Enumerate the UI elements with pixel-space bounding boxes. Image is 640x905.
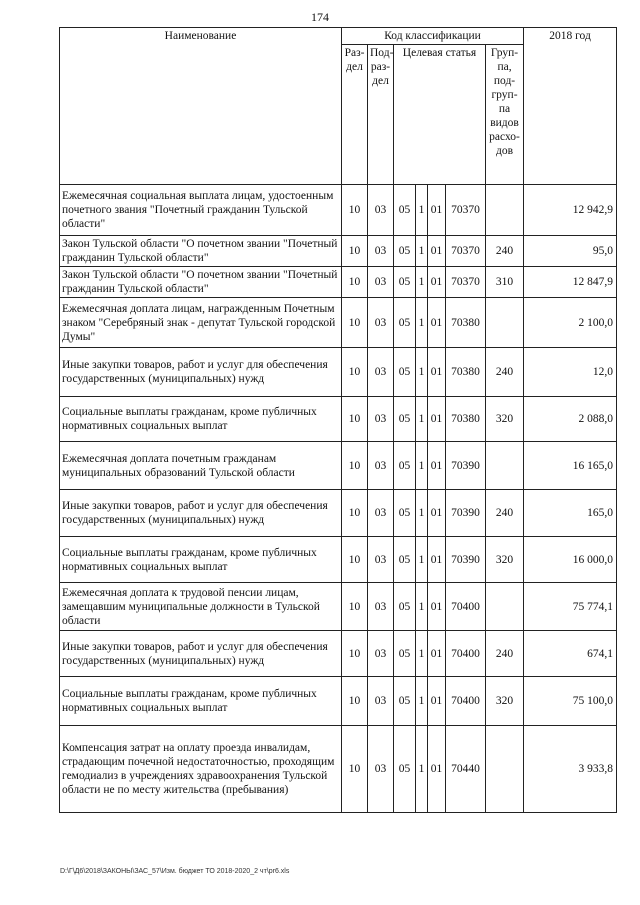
row-target-part1: 05	[394, 631, 416, 677]
row-amount: 75 100,0	[524, 677, 617, 726]
row-name: Компенсация затрат на оплату проезда инвалидам, страдающим почечной недостаточностью, проходящим гемодиализ в учреждениях здравоохранения Тульской области не по месту жительства (пребывания)	[60, 726, 342, 813]
row-target-code: 70400	[446, 677, 486, 726]
row-name: Социальные выплаты гражданам, кроме публичных нормативных социальных выплат	[60, 677, 342, 726]
budget-table	[59, 27, 617, 813]
row-amount: 95,0	[524, 236, 617, 267]
row-razdel: 10	[342, 348, 368, 397]
row-target-part2: 1	[416, 397, 428, 442]
row-expense-type: 240	[486, 490, 524, 537]
row-name: Закон Тульской области "О почетном звании "Почетный гражданин Тульской области"	[60, 236, 342, 267]
table-row	[60, 677, 617, 726]
row-name: Иные закупки товаров, работ и услуг для обеспечения государственных (муниципальных) нужд	[60, 631, 342, 677]
row-name: Социальные выплаты гражданам, кроме публичных нормативных социальных выплат	[60, 537, 342, 583]
header-target-article: Целевая статья	[394, 45, 486, 185]
row-name: Ежемесячная доплата к трудовой пенсии лицам, замещавшим муниципальные должности в Тульской области	[60, 583, 342, 631]
row-target-part1: 05	[394, 677, 416, 726]
row-target-part2: 1	[416, 185, 428, 236]
row-podrazdel: 03	[368, 298, 394, 348]
row-amount: 12,0	[524, 348, 617, 397]
row-expense-type	[486, 442, 524, 490]
row-target-part3: 01	[428, 631, 446, 677]
file-path-footer: D:\Г\Д6\2018\ЗАКОНЫ\ЗАС_57\Изм. бюджет ТО 2018-2020_2 чт\pr6.xls	[60, 868, 290, 875]
row-target-part2: 1	[416, 726, 428, 813]
row-amount: 16 000,0	[524, 537, 617, 583]
row-amount: 75 774,1	[524, 583, 617, 631]
row-razdel: 10	[342, 298, 368, 348]
row-target-part3: 01	[428, 490, 446, 537]
row-amount: 12 942,9	[524, 185, 617, 236]
row-amount: 165,0	[524, 490, 617, 537]
row-expense-type: 320	[486, 677, 524, 726]
row-razdel: 10	[342, 442, 368, 490]
row-target-part3: 01	[428, 397, 446, 442]
row-target-part1: 05	[394, 397, 416, 442]
row-target-part3: 01	[428, 185, 446, 236]
table-row	[60, 537, 617, 583]
row-target-part3: 01	[428, 677, 446, 726]
row-target-code: 70390	[446, 442, 486, 490]
row-name: Иные закупки товаров, работ и услуг для обеспечения государственных (муниципальных) нужд	[60, 348, 342, 397]
row-target-code: 70390	[446, 537, 486, 583]
row-podrazdel: 03	[368, 397, 394, 442]
row-target-part1: 05	[394, 442, 416, 490]
header-razdel: Раз- дел	[342, 45, 368, 185]
row-target-code: 70380	[446, 348, 486, 397]
row-target-part2: 1	[416, 298, 428, 348]
row-podrazdel: 03	[368, 677, 394, 726]
header-code-group: Код классификации	[342, 28, 524, 45]
row-target-part2: 1	[416, 490, 428, 537]
row-target-part1: 05	[394, 726, 416, 813]
row-podrazdel: 03	[368, 348, 394, 397]
row-amount: 12 847,9	[524, 267, 617, 298]
row-target-part3: 01	[428, 583, 446, 631]
row-razdel: 10	[342, 267, 368, 298]
row-target-part3: 01	[428, 348, 446, 397]
table-row	[60, 583, 617, 631]
row-target-part1: 05	[394, 267, 416, 298]
row-amount: 674,1	[524, 631, 617, 677]
row-target-part2: 1	[416, 267, 428, 298]
row-target-code: 70400	[446, 583, 486, 631]
row-razdel: 10	[342, 490, 368, 537]
row-razdel: 10	[342, 677, 368, 726]
row-podrazdel: 03	[368, 185, 394, 236]
row-razdel: 10	[342, 236, 368, 267]
row-podrazdel: 03	[368, 442, 394, 490]
row-target-code: 70400	[446, 631, 486, 677]
table-row	[60, 490, 617, 537]
row-target-part3: 01	[428, 442, 446, 490]
table-row	[60, 348, 617, 397]
row-expense-type	[486, 185, 524, 236]
row-target-code: 70390	[446, 490, 486, 537]
header-year: 2018 год	[524, 28, 617, 185]
row-podrazdel: 03	[368, 631, 394, 677]
row-target-part3: 01	[428, 267, 446, 298]
row-target-code: 70380	[446, 397, 486, 442]
row-amount: 2 100,0	[524, 298, 617, 348]
row-name: Ежемесячная доплата почетным гражданам муниципальных образований Тульской области	[60, 442, 342, 490]
row-expense-type	[486, 726, 524, 813]
row-expense-type	[486, 298, 524, 348]
row-razdel: 10	[342, 631, 368, 677]
row-name: Иные закупки товаров, работ и услуг для обеспечения государственных (муниципальных) нужд	[60, 490, 342, 537]
row-target-code: 70370	[446, 185, 486, 236]
row-expense-type	[486, 583, 524, 631]
table-row	[60, 185, 617, 236]
row-target-part2: 1	[416, 583, 428, 631]
row-target-code: 70370	[446, 236, 486, 267]
row-target-part3: 01	[428, 726, 446, 813]
table-row	[60, 236, 617, 267]
header-expense-group: Груп- па, под- груп- па видов расхо- дов	[486, 45, 524, 185]
row-podrazdel: 03	[368, 236, 394, 267]
row-target-part1: 05	[394, 490, 416, 537]
table-row	[60, 267, 617, 298]
row-expense-type: 320	[486, 537, 524, 583]
row-target-part1: 05	[394, 185, 416, 236]
row-podrazdel: 03	[368, 267, 394, 298]
row-podrazdel: 03	[368, 726, 394, 813]
row-podrazdel: 03	[368, 583, 394, 631]
row-expense-type: 240	[486, 631, 524, 677]
header-podrazdel: Под- раз- дел	[368, 45, 394, 185]
row-target-part2: 1	[416, 442, 428, 490]
row-razdel: 10	[342, 537, 368, 583]
row-target-part2: 1	[416, 236, 428, 267]
row-expense-type: 240	[486, 236, 524, 267]
row-name: Социальные выплаты гражданам, кроме публичных нормативных социальных выплат	[60, 397, 342, 442]
row-amount: 2 088,0	[524, 397, 617, 442]
table-row	[60, 631, 617, 677]
row-target-part3: 01	[428, 537, 446, 583]
row-target-code: 70440	[446, 726, 486, 813]
row-expense-type: 310	[486, 267, 524, 298]
row-podrazdel: 03	[368, 490, 394, 537]
row-target-part2: 1	[416, 537, 428, 583]
row-target-part3: 01	[428, 236, 446, 267]
row-name: Ежемесячная доплата лицам, награжденным Почетным знаком "Серебряный знак - депутат Тульской городской Думы"	[60, 298, 342, 348]
table-row	[60, 397, 617, 442]
row-name: Ежемесячная социальная выплата лицам, удостоенным почетного звания "Почетный гражданин Тульской области"	[60, 185, 342, 236]
table-row	[60, 442, 617, 490]
row-razdel: 10	[342, 185, 368, 236]
row-target-part1: 05	[394, 236, 416, 267]
table-row	[60, 298, 617, 348]
page-number: 174	[311, 10, 329, 24]
row-podrazdel: 03	[368, 537, 394, 583]
row-target-code: 70370	[446, 267, 486, 298]
row-amount: 16 165,0	[524, 442, 617, 490]
row-amount: 3 933,8	[524, 726, 617, 813]
row-expense-type: 320	[486, 397, 524, 442]
row-target-part2: 1	[416, 631, 428, 677]
row-name: Закон Тульской области "О почетном звании "Почетный гражданин Тульской области"	[60, 267, 342, 298]
row-target-part1: 05	[394, 348, 416, 397]
row-razdel: 10	[342, 583, 368, 631]
row-target-part2: 1	[416, 677, 428, 726]
row-expense-type: 240	[486, 348, 524, 397]
table-row	[60, 726, 617, 813]
header-name: Наименование	[60, 28, 342, 185]
row-target-part3: 01	[428, 298, 446, 348]
row-target-part1: 05	[394, 537, 416, 583]
row-target-part1: 05	[394, 583, 416, 631]
row-target-code: 70380	[446, 298, 486, 348]
row-razdel: 10	[342, 397, 368, 442]
row-target-part2: 1	[416, 348, 428, 397]
row-target-part1: 05	[394, 298, 416, 348]
row-razdel: 10	[342, 726, 368, 813]
